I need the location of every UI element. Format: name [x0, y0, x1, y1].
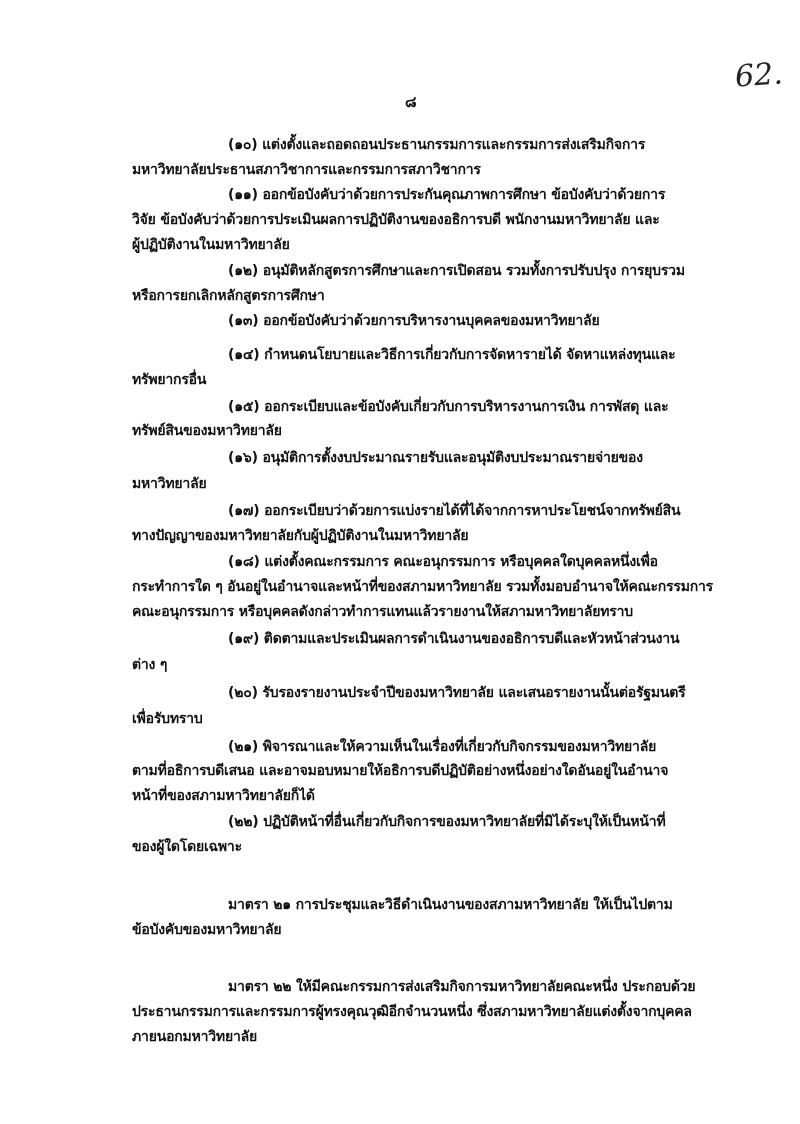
item-17-line-2: ทางปัญญาของมหาวิทยาลัยกับผู้ปฏิบัติงานในมหาวิทยาลัย — [132, 528, 469, 544]
page-number: ๘ — [405, 93, 417, 111]
item-19-line-2: ต่าง ๆ — [132, 657, 168, 673]
item-18-line-2: กระทำการใด ๆ อันอยู่ในอำนาจและหน้าที่ของสภามหาวิทยาลัย รวมทั้งมอบอำนาจให้คณะกรรมการ — [132, 579, 713, 595]
section-21-line-1: มาตรา ๒๑ การประชุมและวิธีดำเนินงานของสภามหาวิทยาลัย ให้เป็นไปตาม — [228, 897, 673, 913]
item-22-line-2: ของผู้ใดโดยเฉพาะ — [132, 839, 242, 855]
item-14-line-1: (๑๔) กำหนดนโยบายและวิธีการเกี่ยวกับการจัดหารายได้ จัดหาแหล่งทุนและ — [228, 347, 676, 363]
item-11-line-2: วิจัย ข้อบังคับว่าด้วยการประเมินผลการปฏิบัติงานของอธิการบดี พนักงานมหาวิทยาลัย และ — [132, 212, 660, 228]
item-11-line-1: (๑๑) ออกข้อบังคับว่าด้วยการประกันคุณภาพการศึกษา ข้อบังคับว่าด้วยการ — [228, 187, 666, 203]
handwritten-page-number: 62. — [733, 56, 784, 95]
item-19-line-1: (๑๙) ติดตามและประเมินผลการดำเนินงานของอธิการบดีและหัวหน้าส่วนงาน — [228, 631, 680, 647]
section-22-line-2: ประธานกรรมการและกรรมการผู้ทรงคุณวุฒิอีกจำนวนหนึ่ง ซึ่งสภามหาวิทยาลัยแต่งตั้งจากบุคคล — [132, 1004, 692, 1020]
item-14-line-2: ทรัพยากรอื่น — [132, 372, 207, 388]
section-22-line-1: มาตรา ๒๒ ให้มีคณะกรรมการส่งเสริมกิจการมหาวิทยาลัยคณะหนึ่ง ประกอบด้วย — [228, 979, 696, 995]
item-21-line-2: ตามที่อธิการบดีเสนอ และอาจมอบหมายให้อธิการบดีปฏิบัติอย่างหนึ่งอย่างใดอันอยู่ในอำนาจ — [132, 763, 669, 779]
item-20-line-2: เพื่อรับทราบ — [132, 711, 203, 727]
item-10-line-2: มหาวิทยาลัยประธานสภาวิชาการและกรรมการสภาวิชาการ — [132, 162, 481, 178]
item-21-line-3: หน้าที่ของสภามหาวิทยาลัยก็ได้ — [132, 788, 315, 804]
section-21-line-2: ข้อบังคับของมหาวิทยาลัย — [132, 922, 282, 938]
section-22-line-3: ภายนอกมหาวิทยาลัย — [132, 1029, 258, 1045]
item-10-line-1: (๑๐) แต่งตั้งและถอดถอนประธานกรรมการและกรรมการส่งเสริมกิจการ — [228, 137, 646, 153]
item-15-line-2: ทรัพย์สินของมหาวิทยาลัย — [132, 423, 282, 439]
item-18-line-1: (๑๘) แต่งตั้งคณะกรรมการ คณะอนุกรรมการ หรือบุคคลใดบุคคลหนึ่งเพื่อ — [228, 554, 658, 570]
item-16-line-1: (๑๖) อนุมัติการตั้งงบประมาณรายรับและอนุมัติงบประมาณรายจ่ายของ — [228, 450, 643, 466]
item-18-line-3: คณะอนุกรรมการ หรือบุคคลดังกล่าวทำการแทนแล้วรายงานให้สภามหาวิทยาลัยทราบ — [132, 604, 633, 620]
item-21-line-1: (๒๑) พิจารณาและให้ความเห็นในเรื่องที่เกี่ยวกับกิจกรรมของมหาวิทยาลัย — [228, 739, 657, 755]
item-15-line-1: (๑๕) ออกระเบียบและข้อบังคับเกี่ยวกับการบริหารงานการเงิน การพัสดุ และ — [228, 399, 669, 415]
item-12-line-1: (๑๒) อนุมัติหลักสูตรการศึกษาและการเปิดสอน รวมทั้งการปรับปรุง การยุบรวม — [228, 263, 685, 279]
item-13-line-1: (๑๓) ออกข้อบังคับว่าด้วยการบริหารงานบุคคลของมหาวิทยาลัย — [228, 313, 600, 329]
item-20-line-1: (๒๐) รับรองรายงานประจำปีของมหาวิทยาลัย และเสนอรายงานนั้นต่อรัฐมนตรี — [228, 685, 686, 701]
item-22-line-1: (๒๒) ปฏิบัติหน้าที่อื่นเกี่ยวกับกิจการของมหาวิทยาลัยที่มิได้ระบุให้เป็นหน้าที่ — [228, 814, 666, 830]
item-16-line-2: มหาวิทยาลัย — [132, 476, 207, 492]
item-17-line-1: (๑๗) ออกระเบียบว่าด้วยการแบ่งรายได้ที่ได้จากการหาประโยชน์จากทรัพย์สิน — [228, 503, 681, 519]
item-11-line-3: ผู้ปฏิบัติงานในมหาวิทยาลัย — [132, 237, 290, 253]
item-12-line-2: หรือการยกเลิกหลักสูตรการศึกษา — [132, 288, 325, 304]
